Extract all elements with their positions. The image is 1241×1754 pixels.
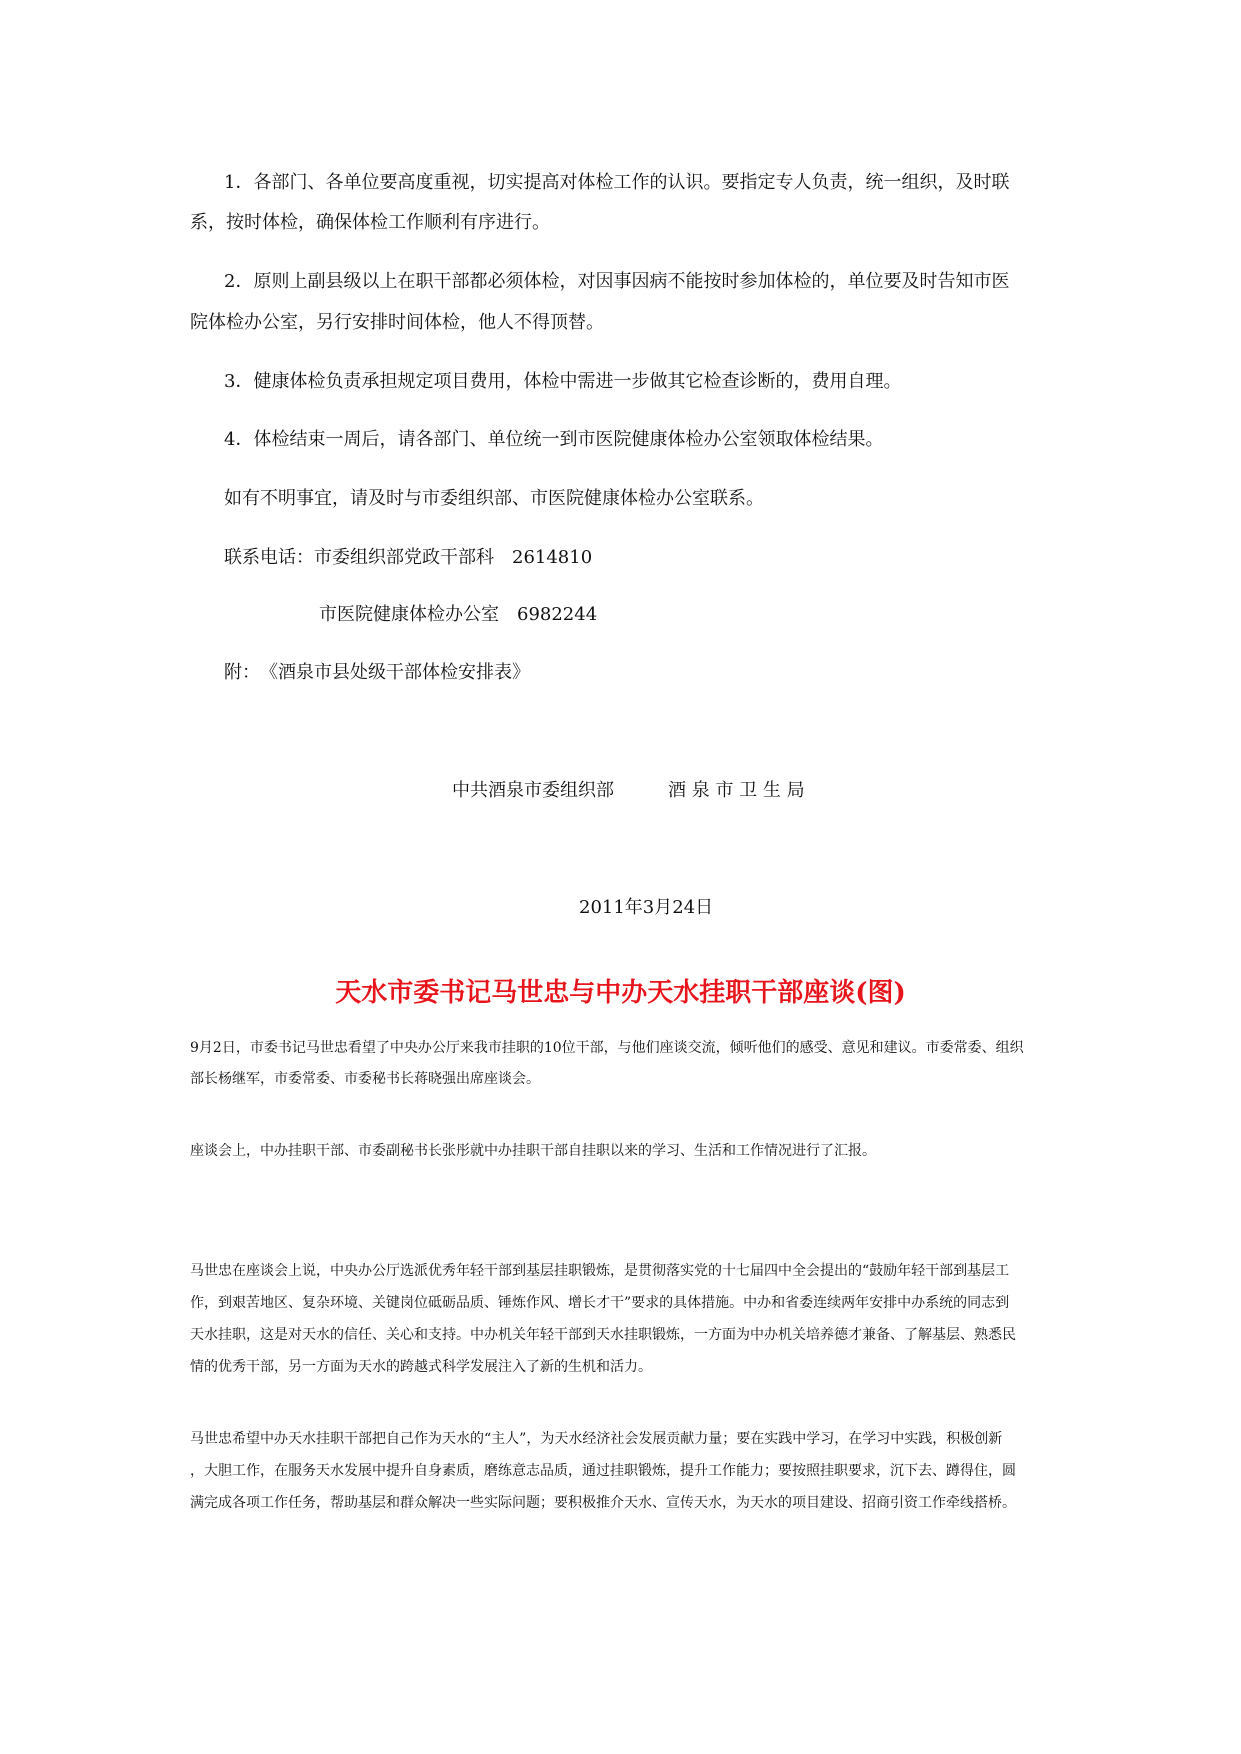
article-paragraph-3-line-2: 作，到艰苦地区、复杂环境、关键岗位砥砺品质、锤炼作风、增长才干”要求的具体措施。中办和省委连续两年安排中办系统的同志到 (190, 1295, 1010, 1311)
notice-date: 2011年3月24日 (579, 897, 714, 918)
article-paragraph-1-line-1: 9月2日，市委书记马世忠看望了中央办公厅来我市挂职的10位干部，与他们座谈交流，倾听他们的感受、意见和建议。市委常委、组织 (190, 1040, 1024, 1056)
signature-line: 中共酒泉市委组织部 酒 泉 市 卫 生 局 (452, 780, 805, 801)
article-paragraph-1-line-2: 部长杨继军，市委常委、市委秘书长蒋晓强出席座谈会。 (190, 1071, 540, 1087)
notice-inquiry: 如有不明事宜，请及时与市委组织部、市医院健康体检办公室联系。 (224, 488, 764, 509)
article-paragraph-2: 座谈会上，中办挂职干部、市委副秘书长张彤就中办挂职干部自挂职以来的学习、生活和工作情况进行了汇报。 (190, 1143, 876, 1159)
article-paragraph-3-line-1: 马世忠在座谈会上说，中央办公厅选派优秀年轻干部到基层挂职锻炼，是贯彻落实党的十七届四中全会提出的“鼓励年轻干部到基层工 (190, 1263, 1010, 1279)
notice-item-1-line-1: 1．各部门、各单位要高度重视，切实提高对体检工作的认识。要指定专人负责，统一组织，及时联 (224, 172, 1010, 193)
contact-phone-line-1: 联系电话：市委组织部党政干部科 2614810 (224, 547, 593, 568)
notice-item-4: 4．体检结束一周后，请各部门、单位统一到市医院健康体检办公室领取体检结果。 (224, 429, 884, 450)
article-paragraph-4-line-2: ，大胆工作，在服务天水发展中提升自身素质，磨练意志品质，通过挂职锻炼，提升工作能力；要按照挂职要求，沉下去、蹲得住，圆 (190, 1463, 1016, 1479)
notice-item-3: 3．健康体检负责承担规定项目费用，体检中需进一步做其它检查诊断的，费用自理。 (224, 371, 902, 392)
notice-item-1-line-2: 系，按时体检，确保体检工作顺利有序进行。 (190, 212, 550, 233)
notice-item-2-line-2: 院体检办公室，另行安排时间体检，他人不得顶替。 (190, 312, 604, 333)
notice-item-2-line-1: 2．原则上副县级以上在职干部都必须体检，对因事因病不能按时参加体检的，单位要及时告知市医 (224, 271, 1010, 292)
article-title: 天水市委书记马世忠与中办天水挂职干部座谈(图) (335, 978, 906, 1008)
article-paragraph-4-line-3: 满完成各项工作任务，帮助基层和群众解决一些实际问题；要积极推介天水、宣传天水，为天水的项目建设、招商引资工作牵线搭桥。 (190, 1495, 1016, 1511)
contact-phone-line-2: 市医院健康体检办公室 6982244 (319, 604, 598, 625)
article-paragraph-3-line-4: 情的优秀干部，另一方面为天水的跨越式科学发展注入了新的生机和活力。 (190, 1359, 652, 1375)
article-paragraph-4-line-1: 马世忠希望中办天水挂职干部把自己作为天水的“主人”，为天水经济社会发展贡献力量；要在实践中学习，在学习中实践，积极创新 (190, 1431, 1003, 1447)
article-paragraph-3-line-3: 天水挂职，这是对天水的信任、关心和支持。中办机关年轻干部到天水挂职锻炼，一方面为中办机关培养德才兼备、了解基层、熟悉民 (190, 1327, 1016, 1343)
attachment-line: 附： 《酒泉市县处级干部体检安排表》 (224, 662, 530, 683)
